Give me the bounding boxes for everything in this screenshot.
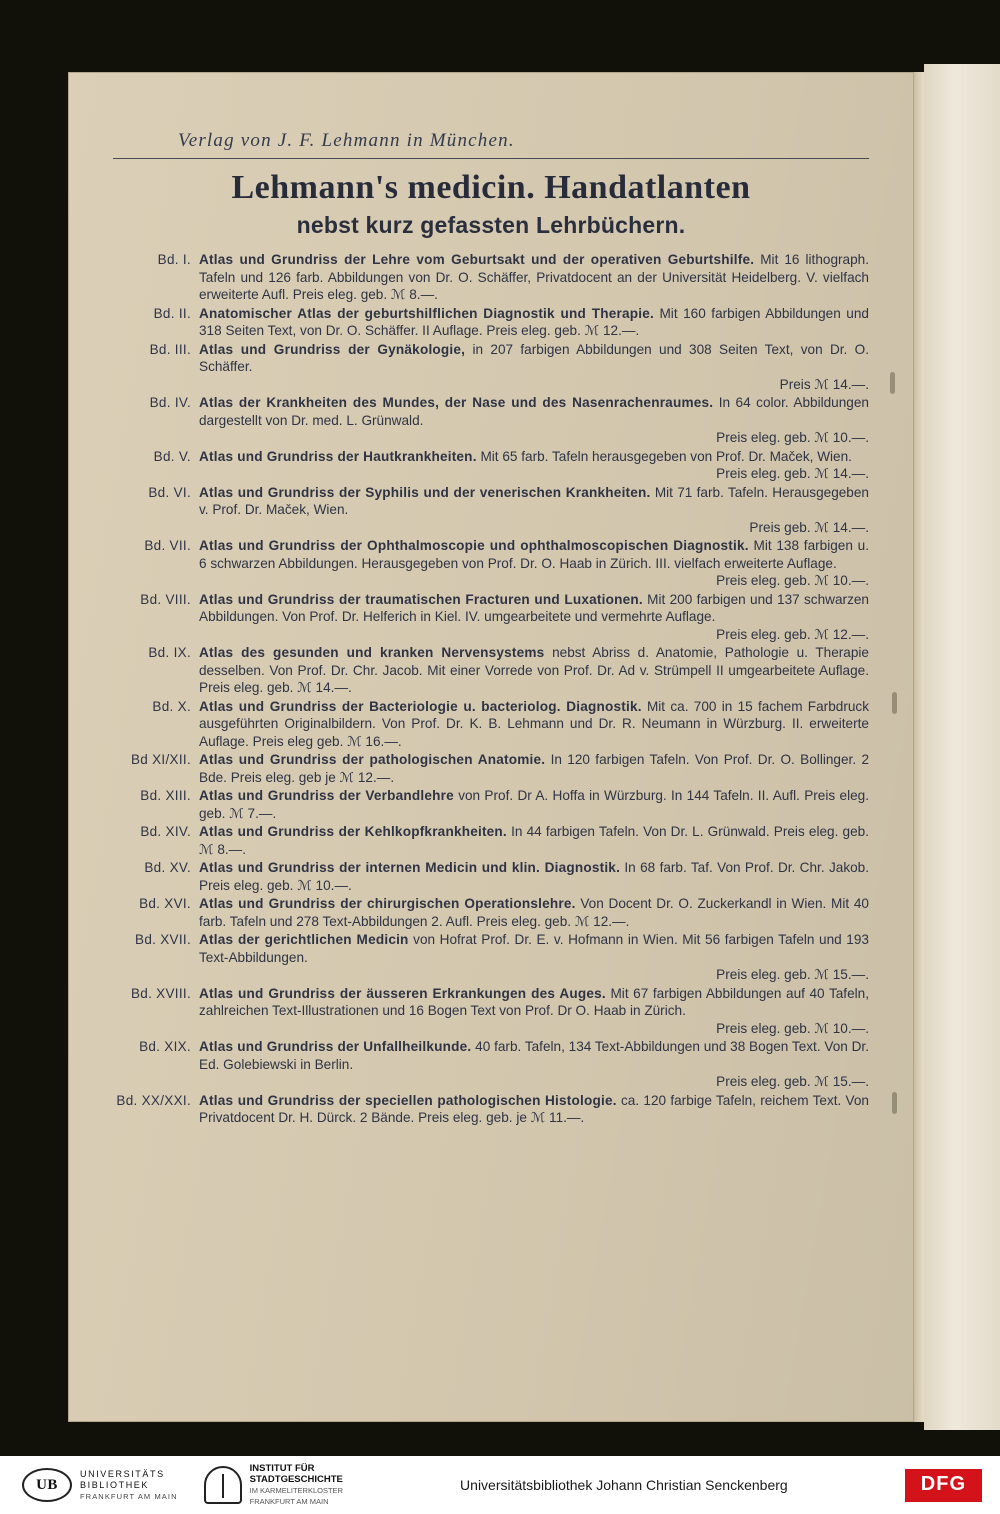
entry-volume: Bd. V.	[153, 448, 191, 464]
entry-body	[199, 644, 869, 697]
entry-price: Preis eleg. geb. ℳ 15.—.	[716, 967, 869, 983]
library-name: Universitätsbibliothek Johann Christian Senckenberg	[460, 1477, 788, 1493]
catalog-entry	[113, 698, 869, 751]
entry-description: In 64 color. Abbildungen dargestellt von Dr. med. L. Grünwald.	[199, 395, 869, 428]
entry-volume: Bd. XIV.	[140, 824, 191, 840]
entry-volume: Bd. XVI.	[139, 896, 191, 912]
entry-title: Atlas und Grundriss der pathologischen Anatomie.	[199, 752, 546, 768]
entry-body	[199, 1038, 869, 1091]
page-subtitle: nebst kurz gefassten Lehrbüchern.	[296, 212, 686, 239]
entry-body	[199, 341, 869, 394]
entry-title: Atlas und Grundriss der äusseren Erkrankungen des Auges.	[199, 985, 606, 1001]
ub-line-1: UNIVERSITÄTS	[80, 1468, 165, 1479]
catalog-entry	[113, 1092, 869, 1127]
institute-mark-icon	[204, 1466, 242, 1504]
entry-title: Atlas und Grundriss der Unfallheilkunde.	[199, 1039, 472, 1055]
entry-volume: Bd. VII.	[144, 538, 191, 554]
entry-description: Mit 200 farbigen und 137 schwarzen Abbildungen. Von Prof. Dr. Helferich in Kiel. IV. umgearbeitete und vermehrte Auflage.	[199, 591, 869, 625]
catalog-entry	[113, 1038, 869, 1091]
catalog-list	[113, 251, 869, 1127]
entry-body	[199, 985, 869, 1038]
entry-volume: Bd. IX.	[148, 645, 191, 661]
entry-description: Mit 138 farbigen u. 6 schwarzen Abbildungen. Herausgegeben von Prof. Dr. O. Haab in Zürich. III. vielfach erweiterte Auflage.	[199, 538, 870, 571]
page-content	[113, 130, 869, 1128]
entry-title: Atlas und Grundriss der speciellen pathologischen Histologie.	[199, 1092, 617, 1108]
entry-body	[199, 251, 869, 304]
entry-volume: Bd XI/XII.	[130, 752, 191, 768]
entry-title: Atlas und Grundriss der chirurgischen Operationslehre.	[199, 896, 576, 912]
catalog-entry	[113, 394, 869, 447]
entry-description: Mit 67 farbigen Abbildungen auf 40 Tafeln, zahlreichen Text-Illustrationen und 16 Bogen Text von Prof. Dr O. Haab in Zürich.	[199, 985, 869, 1019]
entry-title: Atlas und Grundriss der Verbandlehre	[199, 788, 454, 804]
institute-logo	[204, 1463, 343, 1507]
catalog-entry	[113, 644, 869, 697]
entry-description: Mit 65 farb. Tafeln herausgegeben von Prof. Dr. Maček, Wien.	[476, 448, 852, 464]
entry-title: Atlas und Grundriss der Kehlkopfkrankheiten.	[199, 824, 507, 840]
entry-title: Atlas und Grundriss der Syphilis und der venerischen Krankheiten.	[199, 484, 651, 500]
entry-price: Preis ℳ 14.—.	[779, 376, 869, 392]
entry-volume: Bd. III.	[149, 341, 191, 357]
entry-title: Atlas und Grundriss der internen Medicin und klin. Diagnostik.	[199, 860, 621, 876]
entry-body	[199, 823, 869, 858]
entry-description: In 44 farbigen Tafeln. Von Dr. L. Grünwald. Preis eleg. geb. ℳ 8.—.	[199, 824, 869, 857]
entry-volume: Bd. VI.	[148, 484, 191, 500]
ub-line-3: FRANKFURT AM MAIN	[80, 1491, 178, 1501]
scan-artifact	[892, 692, 897, 714]
entry-body	[199, 698, 869, 751]
entry-description: von Prof. Dr A. Hoffa in Würzburg. In 144 Tafeln. II. Aufl. Preis eleg. geb. ℳ 7.—.	[199, 788, 869, 821]
institute-line-4: FRANKFURT AM MAIN	[249, 1497, 329, 1506]
entry-volume: Bd. XX/XXI.	[116, 1092, 191, 1108]
institute-line-1: INSTITUT FÜR	[249, 1463, 315, 1474]
entry-price: Preis eleg. geb. ℳ 12.—.	[716, 626, 869, 642]
institute-line-3: IM KARMELITERKLOSTER	[249, 1486, 343, 1495]
entry-title: Atlas und Grundriss der traumatischen Fracturen und Luxationen.	[199, 591, 643, 607]
page-title: Lehmann's medicin. Handatlanten	[231, 169, 751, 206]
entry-volume: Bd. IV.	[149, 395, 191, 411]
entry-body	[199, 787, 869, 822]
entry-description: In 68 farb. Taf. Von Prof. Dr. Chr. Jakob. Preis eleg. geb. ℳ 10.—.	[199, 860, 870, 893]
entry-title: Atlas und Grundriss der Ophthalmoscopie und ophthalmoscopischen Diagnostik.	[199, 538, 749, 554]
entry-body	[199, 448, 869, 483]
catalog-entry	[113, 859, 869, 894]
catalog-entry	[113, 751, 869, 786]
entry-title: Atlas und Grundriss der Hautkrankheiten.	[199, 448, 477, 464]
catalog-entry	[113, 484, 869, 537]
entry-volume: Bd. XIX.	[139, 1039, 191, 1055]
entry-title: Atlas der gerichtlichen Medicin	[199, 932, 409, 948]
entry-body	[199, 591, 869, 644]
entry-title: Atlas und Grundriss der Gynäkologie,	[199, 341, 466, 357]
entry-title: Atlas und Grundriss der Bacteriologie u. bacteriolog. Diagnostik.	[199, 698, 642, 714]
catalog-entry	[113, 341, 869, 394]
entry-price: Preis eleg. geb. ℳ 14.—.	[716, 466, 869, 482]
entry-description: 40 farb. Tafeln, 134 Text-Abbildungen und 38 Bogen Text. Von Dr. Ed. Golebiewski in Berlin.	[199, 1039, 869, 1072]
publisher-line: Verlag von J. F. Lehmann in München.	[178, 130, 515, 151]
catalog-entry	[113, 251, 869, 304]
entry-volume: Bd. X.	[152, 698, 191, 714]
catalog-entry	[113, 787, 869, 822]
ub-mark: UB	[22, 1468, 72, 1502]
entry-price: Preis eleg. geb. ℳ 15.—.	[716, 1074, 869, 1090]
scan-artifact	[890, 372, 895, 394]
entry-body	[199, 1092, 869, 1127]
entry-title: Anatomischer Atlas der geburtshilflichen Diagnostik und Therapie.	[199, 305, 654, 321]
entry-body	[199, 305, 869, 340]
entry-volume: Bd. II.	[153, 305, 191, 321]
entry-description: Von Docent Dr. O. Zuckerkandl in Wien. Mit 40 farb. Tafeln und 278 Text-Abbildungen 2. Aufl. Preis eleg. geb. ℳ 12.—.	[199, 896, 869, 929]
entry-title: Atlas der Krankheiten des Mundes, der Nase und des Nasenrachenraumes.	[199, 395, 714, 411]
scan-artifact	[892, 1092, 897, 1114]
dfg-logo: DFG	[905, 1469, 982, 1502]
entry-price: Preis eleg. geb. ℳ 10.—.	[716, 430, 869, 446]
entry-price: Preis eleg. geb. ℳ 10.—.	[716, 573, 869, 589]
catalog-entry	[113, 895, 869, 930]
viewer-footer	[0, 1456, 1000, 1514]
entry-description: In 120 farbigen Tafeln. Von Prof. Dr. O. Bollinger. 2 Bde. Preis eleg. geb je ℳ 12.—.	[199, 752, 869, 785]
entry-body	[199, 537, 869, 590]
institute-logo-text	[250, 1463, 343, 1507]
entry-description: ca. 120 farbige Tafeln, reichem Text. Von Privatdocent Dr. H. Dürck. 2 Bände. Preis eleg. geb. je ℳ 11.—.	[199, 1092, 869, 1126]
entry-title: Atlas des gesunden und kranken Nervensystems	[199, 645, 545, 661]
entry-volume: Bd. XVIII.	[130, 985, 191, 1001]
entry-volume: Bd. VIII.	[140, 591, 191, 607]
ub-logo	[22, 1468, 178, 1502]
catalog-entry	[113, 931, 869, 984]
ub-logo-text	[80, 1469, 178, 1502]
entry-volume: Bd. XIII.	[140, 788, 191, 804]
entry-description: von Hofrat Prof. Dr. E. v. Hofmann in Wien. Mit 56 farbigen Tafeln und 193 Text-Abbildungen.	[199, 932, 869, 965]
catalog-entry	[113, 823, 869, 858]
entry-description: Mit ca. 700 in 15 fachem Farbdruck ausgeführten Originalbildern. Von Prof. Dr. K. B. Lehmann und Dr. R. Neumann in Würzburg. II. erweiterte Auflage. Preis eleg geb. ℳ 16.—.	[199, 698, 869, 749]
catalog-entry	[113, 985, 869, 1038]
entry-body	[199, 484, 869, 537]
catalog-entry	[113, 448, 869, 483]
catalog-entry	[113, 591, 869, 644]
entry-body	[199, 394, 869, 447]
entry-body	[199, 931, 869, 984]
entry-volume: Bd. XVII.	[135, 932, 191, 948]
entry-body	[199, 859, 869, 894]
catalog-entry	[113, 537, 869, 590]
institute-line-2: STADTGESCHICHTE	[249, 1474, 343, 1485]
footer-logos	[0, 1456, 343, 1514]
entry-body	[199, 895, 869, 930]
entry-description: Mit 16 lithograph. Tafeln und 126 farb. Abbildungen von Dr. O. Schäffer, Privatdocent an der Universität Heidelberg. V. vielfach erweiterte Aufl. Preis eleg. geb. ℳ 8.—.	[199, 252, 869, 303]
scanned-page	[68, 72, 914, 1422]
entry-price: Preis eleg. geb. ℳ 10.—.	[716, 1020, 869, 1036]
entry-description: Mit 71 farb. Tafeln. Herausgegeben v. Prof. Dr. Maček, Wien.	[199, 484, 869, 518]
entry-title: Atlas und Grundriss der Lehre vom Geburtsakt und der operativen Geburtshilfe.	[199, 252, 755, 268]
entry-description: in 207 farbigen Abbildungen und 308 Seiten Text, von Dr. O. Schäffer.	[199, 341, 870, 375]
adjacent-page-sheet	[924, 64, 1000, 1430]
entry-description: nebst Abriss d. Anatomie, Pathologie u. Therapie desselben. Von Prof. Dr. Chr. Jacob. Mit einer Vorrede von Prof. Dr. Ad v. Strümpell II umgearbeitete Auflage. Preis eleg. geb. ℳ 14.—.	[199, 645, 869, 696]
entry-description: Mit 160 farbigen Abbildungen und 318 Seiten Text, von Dr. O. Schäffer. II Auflage. Preis eleg. geb. ℳ 12.—.	[199, 305, 869, 339]
header-rule	[113, 158, 869, 159]
entry-volume: Bd. XV.	[144, 860, 191, 876]
catalog-entry	[113, 305, 869, 340]
entry-volume: Bd. I.	[157, 252, 191, 268]
entry-price: Preis geb. ℳ 14.—.	[749, 519, 869, 535]
ub-line-2: BIBLIOTHEK	[80, 1479, 150, 1490]
entry-body	[199, 751, 869, 786]
